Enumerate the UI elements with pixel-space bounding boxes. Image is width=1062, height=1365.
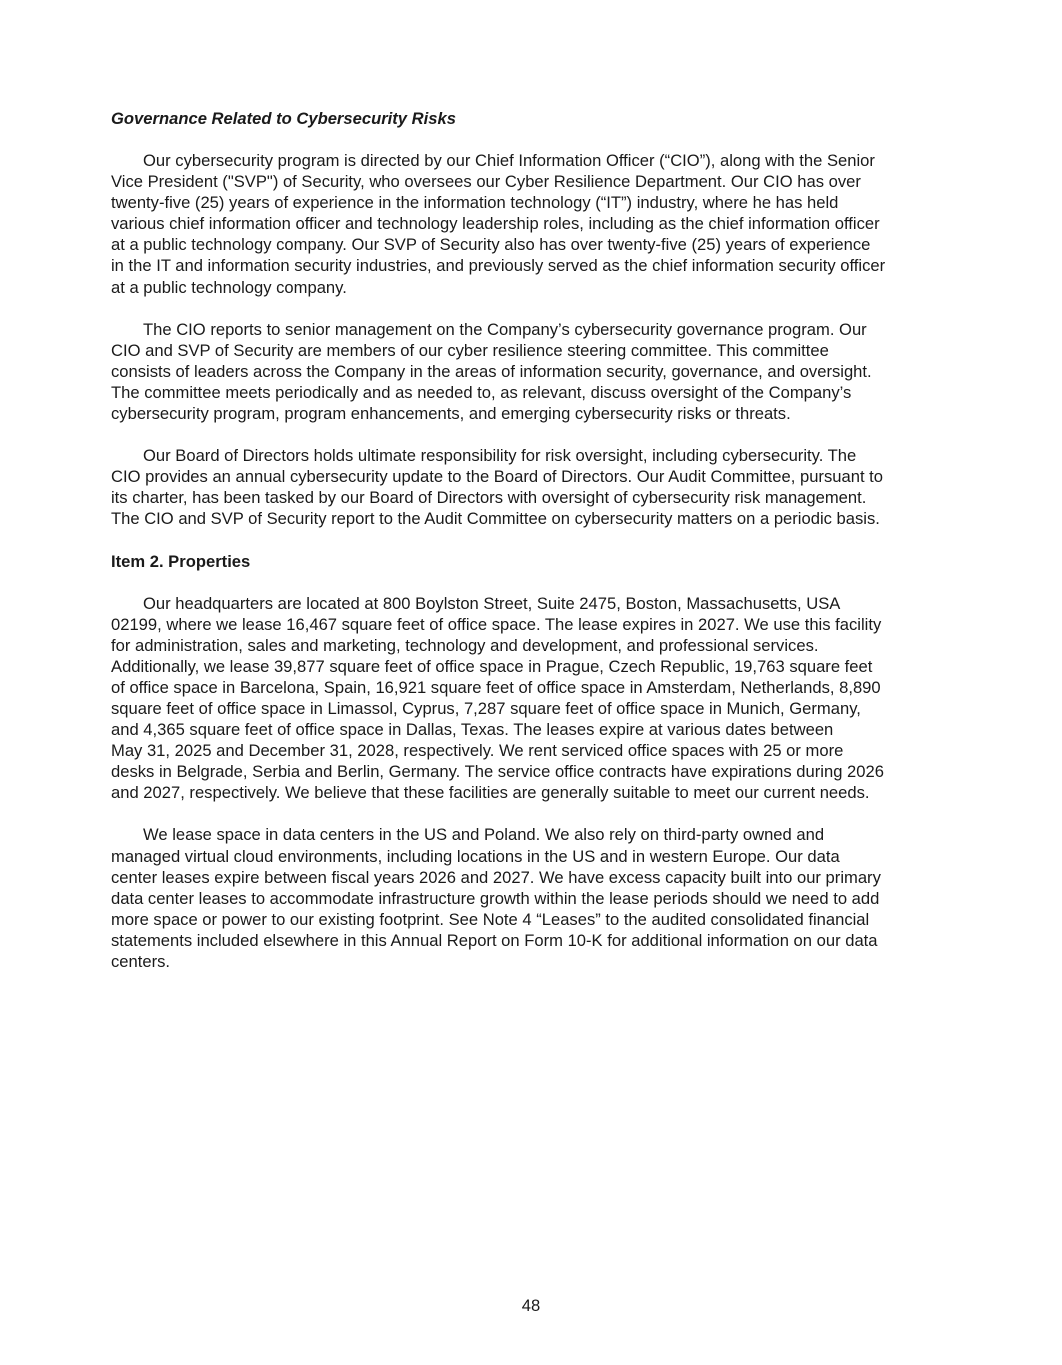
properties-paragraph-1: Our headquarters are located at 800 Boylston Street, Suite 2475, Boston, Massachusetts, USA 02199, where we lease 16,467 square feet of office space. The lease expires in 2027. We use this facility for administration, sales and marketing, technology and development, and professional services. Additionally, we lease 39,877 square feet of office space in Prague, Czech Republic, 19,763 square feet of office space in Barcelona, Spain, 16,921 square feet of office space in Amsterdam, Netherlands, 8,890 square feet of office space in Limassol, Cyprus, 7,287 square feet of office space in Munich, Germany, and 4,365 square feet of office space in Dallas, Texas. The leases expire at various dates between May 31, 2025 and December 31, 2028, respectively. We rent serviced office spaces with 25 or more desks in Belgrade, Serbia and Berlin, Germany. The service office contracts have expirations during 2026 and 2027, respectively. We believe that these facilities are generally suitable to meet our current needs. <box>111 593 884 803</box>
properties-heading: Item 2. Properties <box>111 551 251 571</box>
document-page <box>111 108 953 993</box>
governance-paragraph-3: Our Board of Directors holds ultimate responsibility for risk oversight, including cybersecurity. The CIO provides an annual cybersecurity update to the Board of Directors. Our Audit Committee, pursuant to its charter, has been tasked by our Board of Directors with oversight of cybersecurity risk management. The CIO and SVP of Security report to the Audit Committee on cybersecurity matters on a periodic basis. <box>111 446 883 529</box>
governance-heading: Governance Related to Cybersecurity Risks <box>111 109 456 128</box>
governance-paragraph-1: Our cybersecurity program is directed by our Chief Information Officer (“CIO”), along with the Senior Vice President ("SVP") of Security, who oversees our Cyber Resilience Department. Our CIO has over twenty-five (25) years of experience in the information technology (“IT”) industry, where he has held various chief information officer and technology leadership roles, including as the chief information officer at a public technology company. Our SVP of Security also has over twenty-five (25) years of experience in the IT and information security industries, and previously served as the chief information security officer at a public technology company. <box>111 151 886 297</box>
page-number: 48 <box>521 1296 541 1315</box>
properties-paragraph-2: We lease space in data centers in the US and Poland. We also rely on third-party owned and managed virtual cloud environments, including locations in the US and in western Europe. Our data center leases expire between fiscal years 2026 and 2027. We have excess capacity built into our primary data center leases to accommodate infrastructure growth within the lease periods should we need to add more space or power to our existing footprint. See Note 4 “Leases” to the audited consolidated financial statements included elsewhere in this Annual Report on Form 10-K for additional information on our data centers. <box>111 825 881 971</box>
governance-paragraph-2: The CIO reports to senior management on the Company’s cybersecurity governance program. Our CIO and SVP of Security are members of our cyber resilience steering committee. This committee consists of leaders across the Company in the areas of information security, governance, and oversight. The committee meets periodically and as needed to, as relevant, discuss oversight of the Company’s cybersecurity program, program enhancements, and emerging cybersecurity risks or threats. <box>111 319 872 424</box>
